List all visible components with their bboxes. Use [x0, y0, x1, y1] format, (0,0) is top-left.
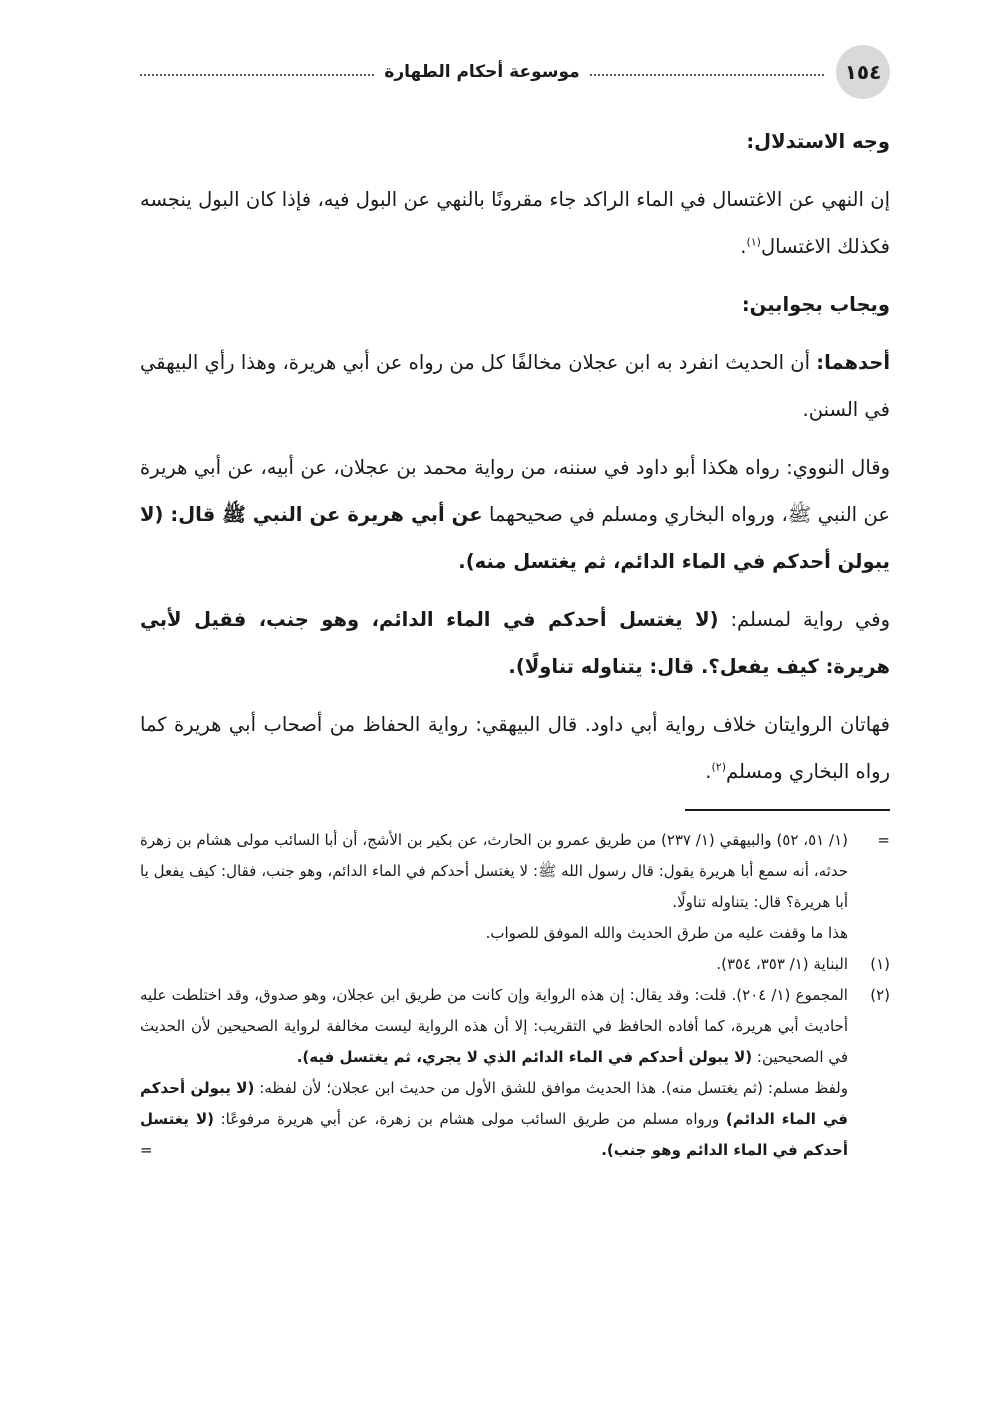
footnote-text: هذا ما وقفت عليه من طرق الحديث والله الموفق للصواب.	[485, 924, 848, 942]
paragraph	[140, 701, 890, 795]
paragraph-end: .	[705, 760, 712, 783]
paragraph-text: أن الحديث انفرد به ابن عجلان مخالفًا كل من رواه عن أبي هريرة، وهذا رأي البيهقي في السنن.	[140, 351, 890, 421]
main-text	[140, 118, 890, 795]
footnote-marker: (٢)	[870, 986, 890, 1004]
paragraph	[140, 444, 890, 585]
answer-label: أحدهما:	[816, 351, 890, 374]
paragraph	[140, 339, 890, 433]
hadith-quote: (لا يغتسل أحدكم في الماء الدائم وهو جنب).	[140, 1110, 848, 1159]
footnote-reference[interactable]: (٢)	[711, 760, 726, 774]
hadith-quote: (لا يبولن أحدكم في الماء الدائم)	[140, 1079, 848, 1128]
book-page	[140, 40, 890, 1380]
section-heading: وجه الاستدلال:	[746, 130, 890, 153]
footnote-1	[140, 949, 890, 980]
hadith-quote: (لا يبولن أحدكم في الماء الدائم الذي لا يجري، ثم يغتسل فيه).	[296, 1048, 753, 1066]
footnote-separator	[685, 809, 890, 811]
paragraph-text: فهاتان الروايتان خلاف رواية أبي داود. قال البيهقي: رواية الحفاظ من أصحاب أبي هريرة كما رواه البخاري ومسلم	[140, 713, 890, 783]
footnote-text	[140, 1073, 848, 1166]
footnote-continued	[140, 825, 890, 949]
running-header	[140, 40, 890, 104]
paragraph-text: وقال النووي: رواه هكذا أبو داود في سننه، من رواية محمد بن عجلان، عن أبيه، عن أبي هريرة عن النبي ﷺ، ورواه البخاري ومسلم في صحيحهما	[140, 456, 890, 526]
header-title: موسوعة أحكام الطهارة	[384, 62, 580, 82]
footnote-reference[interactable]: (١)	[746, 235, 761, 249]
header-dotted-rule	[140, 74, 374, 76]
section-heading: ويجاب بجوابين:	[741, 293, 890, 316]
paragraph-text: إن النهي عن الاغتسال في الماء الراكد جاء مقرونًا بالنهي عن البول فيه، فإذا كان البول ينجسه فكذلك الاغتسال	[140, 188, 890, 258]
hadith-quote: عن أبي هريرة عن النبي ﷺ قال: (لا يبولن أحدكم في الماء الدائم، ثم يغتسل منه).	[140, 503, 890, 573]
footnote-2	[140, 980, 890, 1166]
footnote-text: (١/ ٥١، ٥٢) والبيهقي (١/ ٢٣٧) من طريق عمرو بن الحارث، عن بكير بن الأشج، أن أبا السائب مولى هشام بن زهرة حدثه، أنه سمع أبا هريرة يقول: قال رسول الله ﷺ: لا يغتسل أحدكم في الماء الدائم، وهو جنب، فقال: كيف يفعل يا أبا هريرة؟ قال: يتناوله تناولًا.	[140, 831, 849, 911]
footnote-marker: (١)	[870, 955, 890, 973]
continuation-marker: =	[140, 1141, 153, 1159]
header-dotted-rule	[590, 74, 824, 76]
paragraph	[140, 176, 890, 270]
paragraph-end: .	[740, 235, 747, 258]
paragraph-text: وفي رواية لمسلم:	[718, 608, 890, 631]
page-number: ١٥٤	[836, 45, 890, 99]
footnotes	[140, 825, 890, 1166]
continuation-marker: =	[877, 831, 890, 849]
footnote-text-part: المجموع (١/ ٢٠٤). قلت: وقد يقال: إن هذه الرواية وإن كانت من طريق ابن عجلان، وهو صدوق، وقد اختلطت عليه أحاديث أبي هريرة، كما أفاده الحافظ في التقريب: إلا أن هذه الرواية ليست مخالفة لرواية الصحيحين لأن الحديث في الصحيحين:	[140, 986, 848, 1066]
paragraph	[140, 596, 890, 690]
footnote-text-part: ولفظ مسلم: (ثم يغتسل منه). هذا الحديث موافق للشق الأول من حديث ابن عجلان؛ لأن لفظه:	[254, 1079, 848, 1097]
footnote-text	[140, 980, 848, 1073]
footnote-text-part: ورواه مسلم من طريق السائب مولى هشام بن زهرة، عن أبي هريرة مرفوعًا:	[213, 1110, 726, 1128]
footnote-text: البناية (١/ ٣٥٣، ٣٥٤).	[716, 955, 848, 973]
hadith-quote: (لا يغتسل أحدكم في الماء الدائم، وهو جنب، فقيل لأبي هريرة: كيف يفعل؟. قال: يتناوله تناولًا).	[140, 608, 890, 678]
